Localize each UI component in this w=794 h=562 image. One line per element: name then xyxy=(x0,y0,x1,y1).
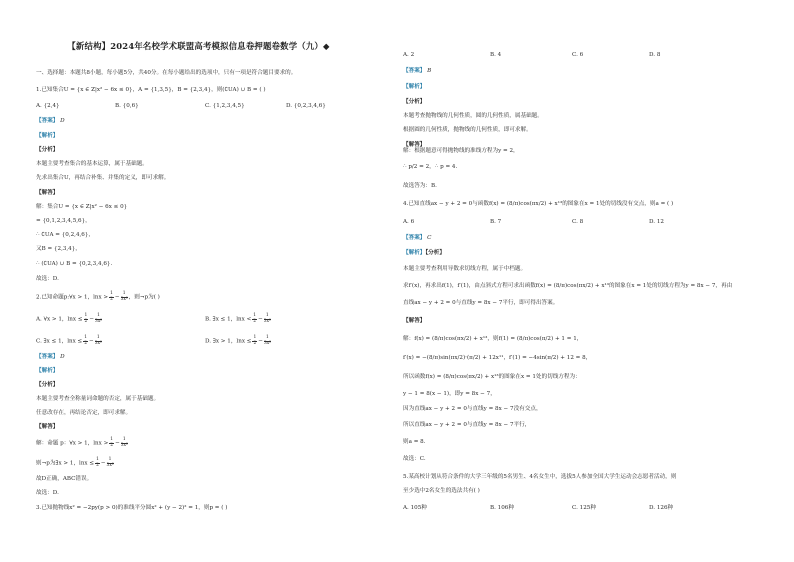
q1-detail-line: = {0,1,2,3,4,5,6}， xyxy=(36,218,91,224)
q2-stem: 2.已知命题p:∀x > 1，lnx > $\frac{1}{2}$ − $\frac{1}{\text{3x²}}$ ，则¬p为( ) xyxy=(36,291,160,302)
page-title: 【新结构】2024年名校学术联盟高考模拟信息卷押题卷数学（九）◆ xyxy=(67,41,330,51)
q5-stem: 5.某高校计划从符合条件的大学三年级的5名男生、4名女生中，选拔5人参加全国大学生运动会志愿者活动，则 xyxy=(403,474,677,480)
q4-detail-line: 所以函数f(x) = (8/π)cos(πx/2) + x¹³的图象在x = 1处的切线方程为： xyxy=(403,374,581,380)
q4-option-b: B. 7 xyxy=(490,219,502,225)
q1-option-b: B. {0,6} xyxy=(115,103,139,109)
q1-answer: 【答案】 D xyxy=(36,118,65,124)
q3-analysis-line: 根据圆的几何性质，抛物线的几何性质，即可求解。 xyxy=(403,127,532,133)
q1-detail-line: 故选：D. xyxy=(36,276,59,282)
q2-analysis-tag: 【解析】 xyxy=(36,368,59,374)
q2-option-d: D. ∃x > 1，lnx ≤ $\frac{1}{2}$ − $\frac{1}{\text{3x²}}$ xyxy=(205,335,271,346)
q4-option-c: C. 8 xyxy=(572,219,584,225)
q4-option-d: D. 12 xyxy=(649,219,664,225)
q3-detail-head: 【解答】 xyxy=(403,142,426,148)
q1-detail-line: ∴ ∁UA = {0,2,4,6}， xyxy=(36,232,95,238)
q3-answer: 【答案】 B xyxy=(403,68,432,74)
q4-detail-line: 则a = 8. xyxy=(403,439,426,445)
q1-analysis-head: 【分析】 xyxy=(36,147,59,153)
q2-analysis-line: 任意改存在，再结论否定，即可求解。 xyxy=(36,410,132,416)
q3-detail-line: ∴ p/2 = 2，∴ p = 4. xyxy=(403,164,458,170)
q1-stem: 1.已知集合U = {x ∈ Z|x² − 6x ≤ 0}，A = {1,3,5}，B = {2,3,4}，则(∁UA) ∪ B = ( ) xyxy=(36,87,266,93)
q1-analysis-line: 先求出集合U，再结合补集、并集的定义，即可求解。 xyxy=(36,175,170,181)
q3-option-b: B. 4 xyxy=(490,52,502,58)
q5-option-c: C. 125种 xyxy=(572,505,596,511)
q2-detail-line: 故D正确，ABC错误。 xyxy=(36,476,93,482)
q2-option-c: C. ∃x ≤ 1，lnx ≤ $\frac{1}{2}$ − $\frac{1}{\text{3x²}}$ xyxy=(36,335,102,346)
q3-stem: 3.已知抛物线x² = −2py(p > 0)的准线平分圆x² + (y − 2)² = 1，则p = ( ) xyxy=(36,505,228,511)
q5-stem: 至少选中2名女生的选法共有( ) xyxy=(403,488,480,494)
q2-analysis-head: 【分析】 xyxy=(36,382,59,388)
q4-answer: 【答案】 C xyxy=(403,235,432,241)
q1-detail-line: ∴ (∁UA) ∪ B = {0,2,3,4,6}. xyxy=(36,261,113,267)
q3-analysis-head: 【分析】 xyxy=(403,99,426,105)
section-heading: 一、选择题：本题共8小题，每小题5分，共40分。在每小题给出的选项中，只有一项是符合题目要求的。 xyxy=(36,70,297,76)
q2-detail-head: 【解答】 xyxy=(36,424,59,430)
q1-detail-line: 解：集合U = {x ∈ Z|x² − 6x ≤ 0} xyxy=(36,204,128,210)
right-page xyxy=(397,0,794,562)
q4-detail-line: 所以直线ax − y + 2 = 0与直线y = 8x − 7平行， xyxy=(403,422,531,428)
q2-detail-line: 则¬p为∃x > 1，lnx ≤ $\frac{1}{2}$ − $\frac{1}{\text{3x²}}$ xyxy=(36,457,114,468)
q5-option-a: A. 105种 xyxy=(403,505,427,511)
q3-option-c: C. 6 xyxy=(572,52,584,58)
q1-option-a: A. {2,4} xyxy=(36,103,60,109)
q3-analysis-tag: 【解析】 xyxy=(403,84,426,90)
q4-stem: 4.已知直线ax − y + 2 = 0与函数f(x) = (8/π)cos(πx/2) + x¹³的图象在x = 1处的切线没有交点，则a = ( ) xyxy=(403,201,674,207)
q1-detail-head: 【解答】 xyxy=(36,190,59,196)
q4-detail-line: 因为直线ax − y + 2 = 0与直线y = 8x − 7没有交点， xyxy=(403,406,542,412)
q2-analysis-line: 本题主要考查全称量词命题的否定，属于基础题。 xyxy=(36,396,160,402)
q3-analysis-line: 本题考查抛物线的几何性质，圆的几何性质，属基础题。 xyxy=(403,113,543,119)
q1-analysis-tag: 【解析】 xyxy=(36,133,59,139)
q3-option-a: A. 2 xyxy=(403,52,415,58)
q4-analysis-line: 求f′(x)，再求出f(1)，f′(1)，由点斜式方程可求出函数f(x) = (8/π)cos(πx/2) + x¹³的图象在x = 1处的切线方程为y = 8x − 7，再由 xyxy=(403,283,733,289)
q4-detail-line: 故选：C. xyxy=(403,456,426,462)
q4-analysis-line: 直线ax − y + 2 = 0与直线y = 8x − 7平行，即可得出答案。 xyxy=(403,300,559,306)
q4-detail-head: 【解答】 xyxy=(403,318,426,324)
q2-detail-line: 故选：D. xyxy=(36,490,59,496)
q4-option-a: A. 6 xyxy=(403,219,415,225)
q3-option-d: D. 8 xyxy=(649,52,661,58)
q3-detail-line: 故选答为：B. xyxy=(403,183,437,189)
q2-answer: 【答案】 D xyxy=(36,354,65,360)
q1-detail-line: 又B = {2,3,4}， xyxy=(36,246,81,252)
q1-option-c: C. {1,2,3,4,5} xyxy=(205,103,245,109)
q1-analysis-line: 本题主要考查集合的基本运算，属于基础题。 xyxy=(36,161,148,167)
q2-option-b: B. ∃x ≤ 1，lnx < $\frac{1}{2}$ − $\frac{1}{\text{3x²}}$ xyxy=(205,313,271,324)
q4-detail-line: y − 1 = 8(x − 1)，即y = 8x − 7， xyxy=(403,391,496,397)
q1-option-d: D. {0,2,3,4,6} xyxy=(286,103,326,109)
q2-detail-line: 解：命题 p：∀x > 1，lnx > $\frac{1}{2}$ − $\frac{1}{\text{3x²}}$ xyxy=(36,437,128,448)
q4-analysis-line: 本题主要考查利用导数求切线方程，属于中档题。 xyxy=(403,266,527,272)
q2-option-a: A. ∀x > 1，lnx ≤ $\frac{1}{2}$ − $\frac{1}{\text{3x²}}$ xyxy=(36,313,103,324)
q3-detail-line: 解：根据题意可得抛物线的准线方程为y = 2， xyxy=(403,148,519,154)
q4-detail-line: 解：f(x) = (8/π)cos(πx/2) + x¹³，则f(1) = (8/π)cos(π/2) + 1 = 1， xyxy=(403,336,583,342)
q5-option-b: B. 106种 xyxy=(490,505,514,511)
q5-option-d: D. 126种 xyxy=(649,505,674,511)
q4-detail-line: f′(x) = −(8/π)sin(πx/2)·(π/2) + 12x¹¹，f′(1) = −4sin(π/2) + 12 = 8， xyxy=(403,355,592,361)
q4-analysis-tag: 【解析】【分析】 xyxy=(403,250,445,256)
